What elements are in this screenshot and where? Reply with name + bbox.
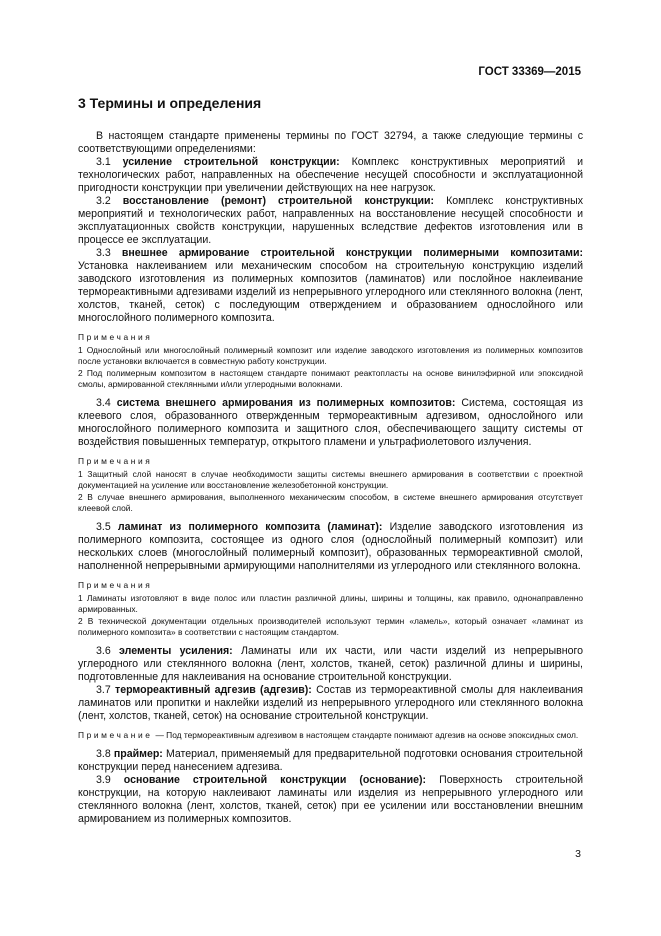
note-item: 1 Ламинаты изготовляют в виде полос или пластин различной длины, ширины и толщины, как правило, однонаправленно армированных. (78, 592, 583, 615)
term-number: 3.7 (96, 683, 111, 696)
note-3-7 (78, 730, 583, 742)
term-name: система внешнего армирования из полимерных композитов: (116, 396, 456, 409)
term-number: 3.8 (96, 747, 111, 760)
term-3-4 (78, 397, 583, 449)
section-title: 3 Термины и определения (78, 95, 262, 111)
term-3-9 (78, 774, 583, 826)
document-body (78, 95, 583, 826)
term-definition: Изделие заводского изготовления из полимерного композита, состоящее из одного слоя (однослойный полимерный композит) или нескольких слоев (многослойный полимерный композит), образованных термореактивной смолой, наполненной непрерывными армирующими наполнителями из углеродного или стеклянного волокна. (78, 520, 583, 572)
note-item: 2 Под полимерным композитом в настоящем стандарте понимают реактопласты на основе винилэфирной или эпоксидной смолы, армированной стеклянными и/или углеродными волокнами. (78, 367, 583, 390)
term-number: 3.9 (96, 773, 111, 786)
term-definition: Установка наклеиванием или механическим способом на строительную конструкцию изделий заводского изготовления из полимерных композитов (ламинатов) или послойное наклеивание термореактивными адгезивами изделий из непрерывного углеродного или стеклянного волокна (лент, холстов, тканей, сеток) с последующим отверждением и образованием однослойного или многослойного полимерного композита. (78, 260, 583, 324)
notes-3-3 (78, 332, 583, 391)
term-number: 3.6 (96, 644, 111, 657)
term-definition: Комплекс конструктивных мероприятий и технологических работ, направленных на восстановление несущей способности и эксплуатационных свойств конструкции, нарушенных вследствие дефектов изготовления или в процессе ее эксплуатации. (78, 195, 583, 246)
note-item: 2 В случае внешнего армирования, выполненного механическим способом, в системе внешнего армирования отсутствует клеевой слой. (78, 491, 583, 514)
term-definition: Комплекс конструктивных мероприятий и технологических работ, направленных на обеспечение несущей способности и эксплуатационной пригодности конструкции при увеличении действующих на нее нагрузок. (78, 156, 583, 194)
term-name: внешнее армирование строительной конструкции полимерными композитами: (121, 247, 583, 259)
notes-heading: Примечания (78, 455, 153, 466)
term-3-5 (78, 521, 583, 573)
term-name: ламинат из полимерного композита (ламинат): (117, 520, 383, 533)
notes-heading: Примечания (78, 579, 153, 590)
term-number: 3.4 (96, 396, 111, 409)
note-label: Примечание (78, 729, 153, 740)
note-text: — Под термореактивным адгезивом в настоящем стандарте понимают адгезив на основе эпоксидных смол. (155, 729, 579, 740)
note-item: 2 В технической документации отдельных производителей используют термин «ламель», который означает «ламинат из полимерного композита» в соответствии с настоящим стандартом. (78, 615, 583, 638)
term-definition: Поверхность строительной конструкции, на которую наклеивают ламинаты или изделия из непрерывного углеродного или стеклянного волокна (лент, холстов, тканей, сеток) при ее усилении или восстановлении внешним армированием из полимерных композитов. (78, 773, 583, 825)
term-name: основание строительной конструкции (основание): (123, 773, 427, 786)
term-number: 3.1 (96, 156, 111, 168)
note-item (78, 730, 583, 742)
intro-paragraph: В настоящем стандарте применены термины по ГОСТ 32794, а также следующие термины с соответствующими определениями: (78, 130, 583, 155)
term-3-1 (78, 156, 583, 195)
term-3-3 (78, 247, 583, 325)
term-3-2 (78, 195, 583, 247)
term-number: 3.2 (96, 195, 111, 207)
term-definition: Ламинаты или их части, или части изделий из непрерывного углеродного или стеклянного волокна (лент, холстов, тканей, сеток) различной длины и ширины, подготовленные для наклеивания на основание строительной конструкции. (78, 644, 584, 683)
standard-number: ГОСТ 33369—2015 (478, 66, 581, 78)
page-number: 3 (575, 848, 581, 860)
term-number: 3.5 (96, 520, 111, 533)
term-3-8 (78, 748, 583, 774)
term-3-6 (78, 645, 583, 684)
term-definition: Система, состоящая из клеевого слоя, образованного отвержденным термореактивным адгезивом, однослойного или многослойного полимерного композита и защитного слоя, обеспечивающего защиту системы от воздействия повышенных температур, открытого пламени и ультрафиолетового излучения. (78, 396, 583, 448)
term-definition: Состав из термореактивной смолы для наклеивания ламинатов или пропитки и наклейки изделий из непрерывного углеродного или стеклянного волокна (лент, холстов, тканей, сеток) на основание строительной конструкции. (78, 683, 583, 722)
term-3-7 (78, 684, 583, 723)
notes-3-5 (78, 580, 583, 639)
note-item: 1 Защитный слой наносят в случае необходимости защиты системы внешнего армирования в соответствии с проектной документацией на усиление или восстановление железобетонной конструкции. (78, 468, 583, 491)
term-name: восстановление (ремонт) строительной конструкции: (122, 195, 435, 207)
notes-heading: Примечания (78, 332, 153, 342)
term-name: термореактивный адгезив (адгезив): (115, 683, 312, 696)
term-number: 3.3 (96, 247, 111, 259)
notes-3-4 (78, 456, 583, 515)
note-item: 1 Однослойный или многослойный полимерный композит или изделие заводского изготовления из полимерных композитов после установки включается в совместную работу конструкции. (78, 344, 583, 367)
term-name: элементы усиления: (119, 644, 233, 657)
term-definition: Материал, применяемый для предварительной подготовки основания строительной конструкции перед нанесением адгезива. (78, 747, 583, 773)
term-name: праймер: (113, 747, 163, 760)
term-name: усиление строительной конструкции: (122, 156, 340, 168)
